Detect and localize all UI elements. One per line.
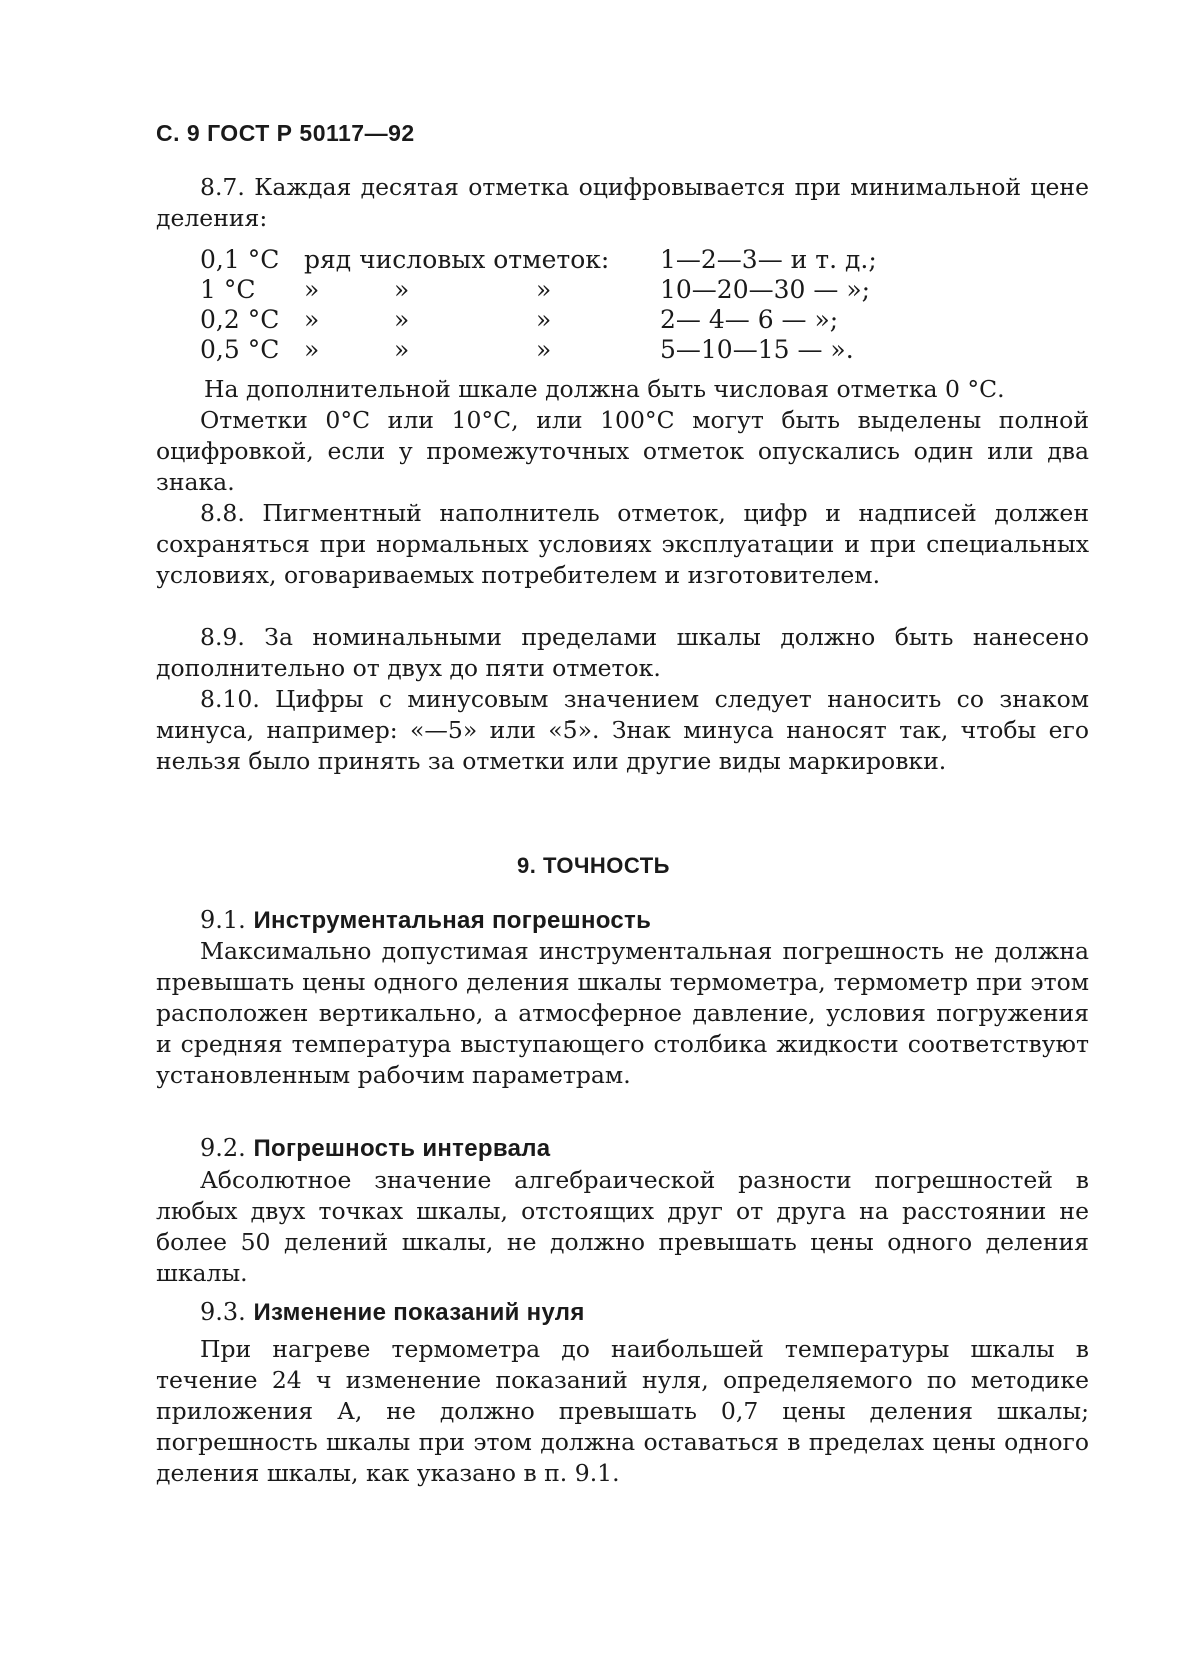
- subsection-title: Инструментальная погрешность: [253, 907, 652, 934]
- subsection-title: Изменение показаний нуля: [253, 1299, 585, 1326]
- page-header: С. 9 ГОСТ Р 50117—92: [156, 120, 415, 146]
- marks-cell: 1—2—3— и т. д.;: [660, 245, 877, 274]
- price-cell: 1 °С: [200, 275, 256, 304]
- ditto-cell: »: [304, 335, 320, 364]
- ditto-cell: »: [536, 335, 552, 364]
- section-9-title: 9. ТОЧНОСТЬ: [516, 853, 670, 878]
- ditto-cell: »: [394, 275, 410, 304]
- ditto-cell: »: [394, 305, 410, 334]
- table-row: [200, 335, 960, 366]
- paragraph-8-10: 8.10. Цифры с минусовым значением следует наносить со знаком минуса, например: «—5» или «5̄». Знак минуса наносят так, чтобы его нельзя было принять за отметки или другие виды маркировки.: [156, 685, 1089, 775]
- ditto-cell: »: [536, 275, 552, 304]
- marks-cell: 10—20—30 — »;: [660, 275, 871, 304]
- ditto-cell: »: [394, 335, 410, 364]
- table-row: [200, 305, 960, 336]
- paragraph-9-2: Абсолютное значение алгебраической разности погрешностей в любых двух точках шкалы, отстоящих друг от друга на расстоянии не более 50 делений шкалы, не должно превышать цены одного деления шкалы.: [156, 1166, 1089, 1287]
- subsection-number: 9.2.: [200, 1134, 246, 1162]
- marks-cell: 5—10—15 — ».: [660, 335, 854, 364]
- price-cell: 0,1 °С: [200, 245, 280, 274]
- price-cell: 0,2 °С: [200, 305, 280, 334]
- table-row: [200, 275, 960, 306]
- subsection-9-3-heading: [200, 1298, 585, 1327]
- paragraph-marks: Отметки 0°С или 10°С, или 100°С могут быть выделены полной оцифровкой, если у промежуточных отметок опускались один или два знака.: [156, 406, 1089, 496]
- paragraph-8-8: 8.8. Пигментный наполнитель отметок, цифр и надписей должен сохраняться при нормальных условиях эксплуатации и при специальных условиях, оговариваемых потребителем и изготовителем.: [156, 499, 1089, 589]
- paragraph-8-9: 8.9. За номинальными пределами шкалы должно быть нанесено дополнительно от двух до пяти отметок.: [156, 623, 1089, 682]
- ditto-cell: ряд числовых отметок:: [304, 245, 610, 274]
- price-cell: 0,5 °С: [200, 335, 280, 364]
- ditto-cell: »: [304, 305, 320, 334]
- marks-cell: 2— 4— 6 — »;: [660, 305, 839, 334]
- subsection-title: Погрешность интервала: [253, 1135, 551, 1162]
- subsection-number: 9.3.: [200, 1298, 246, 1326]
- paragraph-9-3: При нагреве термометра до наибольшей температуры шкалы в течение 24 ч изменение показаний нуля, определяемого по методике приложения А, не должно превышать 0,7 цены деления шкалы; погрешность шкалы при этом должна оставаться в пределах цены одного деления шкалы, как указано в п. 9.1.: [156, 1335, 1089, 1487]
- subsection-9-1-heading: [200, 906, 651, 935]
- paragraph-9-1: Максимально допустимая инструментальная погрешность не должна превышать цены одного деления шкалы термометра, термометр при этом расположен вертикально, а атмосферное давление, условия погружения и средняя температура выступающего столбика жидкости соответствуют установленным рабочим параметрам.: [156, 937, 1089, 1089]
- subsection-number: 9.1.: [200, 906, 246, 934]
- subsection-9-2-heading: [200, 1134, 550, 1163]
- ditto-cell: »: [304, 275, 320, 304]
- ditto-cell: »: [536, 305, 552, 334]
- paragraph-8-7: 8.7. Каждая десятая отметка оцифровывается при минимальной цене деления:: [156, 173, 1089, 232]
- table-row: [200, 245, 960, 276]
- paragraph-additional-scale: На дополнительной шкале должна быть числовая отметка 0 °С.: [204, 375, 1005, 403]
